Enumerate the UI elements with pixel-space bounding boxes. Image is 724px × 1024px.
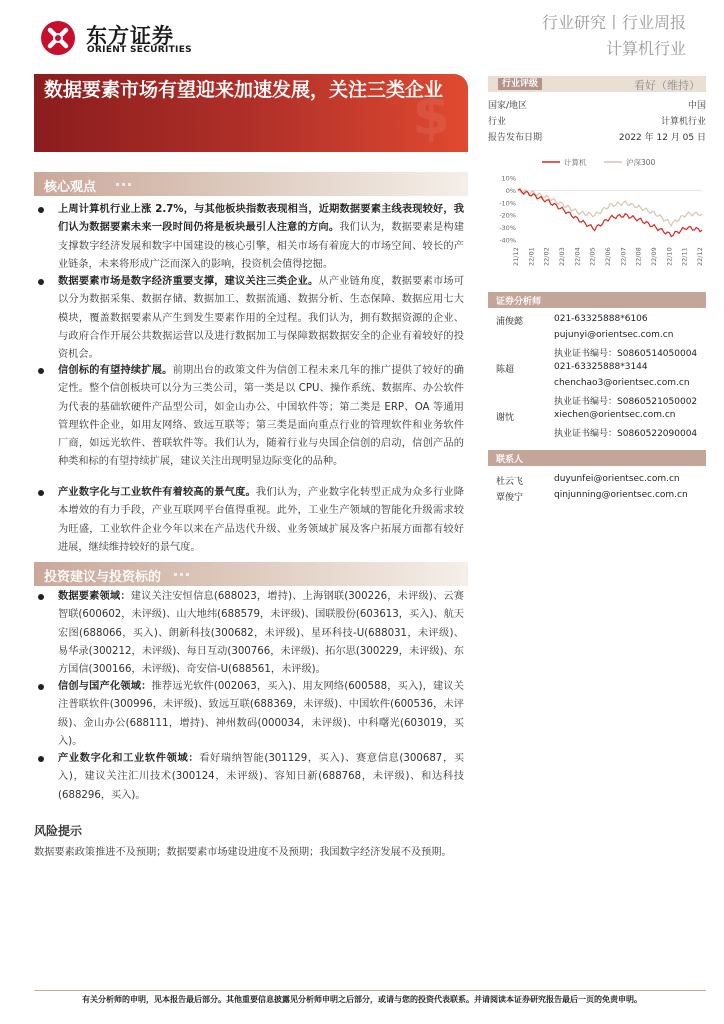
contact-row [496, 490, 706, 504]
report-type: 行业研究丨行业周报 [541, 13, 686, 32]
title-banner [34, 74, 468, 152]
header-dot [174, 573, 177, 576]
header-dot [116, 183, 119, 186]
risk-title: 风险提示 [34, 824, 83, 838]
x-tick-label: 22/04 [573, 247, 582, 266]
info-value: 计算机行业 [660, 117, 706, 127]
analyst-detail: 021-63325888*6106 [554, 314, 648, 324]
x-tick-label: 22/03 [558, 247, 566, 266]
contact-name: 覃俊宁 [496, 493, 524, 503]
invest-bullet [38, 588, 464, 679]
analyst-detail: 执业证书编号：S0860521050002 [554, 397, 698, 407]
y-tick-label: -20% [499, 211, 516, 220]
core-section-title: 核心观点 [44, 180, 97, 195]
analyst-row [496, 378, 706, 392]
bullet-text: 推荐远光软件(002063，买入)、用友网络(600588，买入)，建议关注普联软件(300996，未评级)、致远互联(688369，未评级)、中国软件(600536，未评级)、金山办公(688111，增持)、神州数码(000034，未评级)、中科曙光(603019，买入)。 [58, 681, 464, 747]
bullet-bold: 数据要素市场是数字经济重要支撑，建议关注三类企业。 [58, 276, 319, 287]
bullet-text: 从产业链角度，数据要素市场可以分为数据采集、数据存储、数据加工、数据流通、数据分析、生态保障、数据应用七大模块，覆盖数据要素从产生到发生要素作用的全过程。我们认为，拥有数据资源的企业、与政府合作开展公共数据运营以及进行数据加工与保障数据数据安全的企业有着较好的投资机会。 [58, 276, 465, 361]
series-line-1 [518, 189, 702, 226]
contact-detail: qinjunning@orientsec.com.cn [554, 490, 688, 500]
info-row-region [488, 96, 706, 112]
rating-label: 行业评级 [498, 78, 542, 90]
analyst-detail: 执业证书编号：S0860522090004 [554, 429, 698, 439]
invest-section-header [34, 562, 468, 586]
x-tick-label: 22/02 [542, 247, 551, 266]
analysts-title: 证券分析师 [496, 297, 542, 307]
risk-text: 数据要素政策推进不及预期；数据要素市场建设进度不及预期；我国数字经济发展不及预期。 [34, 847, 452, 858]
info-value: 中国 [687, 101, 706, 111]
y-tick-label: -10% [499, 199, 516, 208]
core-bullet [38, 484, 464, 557]
logo-cn-text: 东方证券 [86, 24, 174, 48]
analyst-name: 陈超 [496, 365, 515, 375]
analyst-detail: 执业证书编号：S0860514050004 [554, 349, 698, 359]
analyst-detail: pujunyi@orientsec.com.cn [554, 330, 674, 340]
bullet-text: 我们认为，数据要素是构建支撑数字经济发展和数字中国建设的核心引擎，相关市场有着庞大的市场空间、较长的产业链条，未来将形成广泛而深入的影响，投资机会值得挖掘。 [58, 222, 464, 270]
bullet-text: 前期出台的政策文件为信创工程未来几年的推广提供了较好的确定性。整个信创板块可以分为三类公司，第一类是以 CPU、操作系统、数据库、办公软件为代表的基础软硬件产品型公司，如金山办公、中国软件等；第二类是 ERP、OA 等通用管理软件企业，如用友网络、致远互联等；第三类是面向重点行业的管理软件和业务软件厂商，如远光软件、普联软件等。我们认为，随着行业与央国企信创的启动，信创产品的种类和标的有望持续扩展，建议关注出现明显边际变化的品种。 [58, 365, 464, 468]
analyst-row [496, 330, 706, 344]
analyst-name: 谢忱 [496, 413, 515, 423]
invest-bullet [38, 678, 464, 751]
bullet-bold: 信创标的有望持续扩展。 [58, 365, 173, 376]
rating-value: 看好（维持） [634, 79, 700, 92]
footer-disclaimer: 有关分析师的申明，见本报告最后部分。其他重要信息披露见分析师申明之后部分，或请与您的投资代表联系。并请阅读本证券研究报告最后一页的免责申明。 [82, 995, 642, 1004]
bullet-dot [38, 279, 44, 285]
contact-name: 杜云飞 [496, 477, 524, 487]
y-tick-label: 10% [501, 174, 516, 183]
x-tick-label: 21/12 [512, 247, 520, 266]
bullet-dot [38, 594, 44, 600]
legend-label: 计算机 [564, 158, 587, 167]
bullet-text: 建议关注安恒信息(688023，增持)、上海钢联(300226，未评级)、云赛智联(600602，未评级)、山大地纬(688579，未评级)、国联股份(603613，买入)、航天宏图(688066，买入)、朗新科技(300682，未评级)、星环科技-U(688031，未评级)、易华录(300212，未评级)、每日互动(300766，未评级)、拓尔思(300229，未评级)、东方国信(300166，未评级)、奇安信-U(688561，未评级)。 [58, 591, 464, 676]
core-bullet [38, 362, 464, 472]
footer-divider [34, 990, 706, 991]
y-tick-label: -30% [499, 224, 516, 233]
analyst-detail: xiechen@orientsec.com.cn [554, 410, 676, 420]
core-bullet [38, 273, 464, 364]
header-dot [128, 183, 131, 186]
analysts-header [488, 292, 706, 308]
info-row-industry [488, 112, 706, 128]
info-row-date [488, 128, 706, 144]
x-tick-label: 22/10 [665, 247, 674, 266]
header-dot [180, 573, 183, 576]
x-tick-label: 22/09 [650, 247, 658, 266]
report-industry: 计算机行业 [605, 39, 686, 58]
invest-bullet [38, 750, 464, 805]
contacts-header [488, 450, 706, 466]
info-key: 报告发布日期 [488, 133, 543, 143]
info-key: 国家/地区 [488, 101, 528, 111]
analyst-detail: chenchao3@orientsec.com.cn [554, 378, 690, 388]
bullet-bold: 产业数字化和工业软件领域： [58, 753, 200, 764]
bullet-bold: 数据要素领域： [58, 591, 131, 602]
bullet-bold: 产业数字化与工业软件有着较高的景气度。 [58, 487, 256, 498]
banner-decoration: $ [412, 84, 450, 147]
contacts-title: 联系人 [496, 455, 524, 465]
y-tick-label: -40% [499, 236, 516, 245]
bullet-bold: 上周计算机行业上涨 2.7%，与其他板块指数表现相当，近期数据要素主线表现较好，我们认为数据要素未来一段时间仍将是板块最引人注意的方向。 [58, 204, 464, 234]
x-tick-label: 22/01 [527, 247, 536, 266]
x-tick-label: 22/12 [696, 247, 704, 266]
info-key: 行业 [488, 117, 507, 127]
core-section-header [34, 172, 468, 196]
bullet-dot [38, 207, 44, 213]
header-dot [186, 573, 189, 576]
analyst-row [496, 346, 706, 360]
x-tick-label: 22/06 [604, 247, 612, 266]
analyst-row [496, 362, 706, 376]
analyst-detail: 021-63325888*3144 [554, 362, 648, 372]
logo-en-text: ORIENT SECURITIES [87, 45, 192, 55]
bullet-bold: 信创与国产化领域： [58, 681, 152, 692]
contact-detail: duyunfei@orientsec.com.cn [554, 474, 680, 484]
header-dot [122, 183, 125, 186]
analyst-row [496, 410, 706, 424]
core-bullet [38, 201, 464, 274]
contact-row [496, 474, 706, 488]
x-tick-label: 22/07 [619, 247, 628, 266]
x-tick-label: 22/08 [634, 247, 643, 266]
report-title: 数据要素市场有望迎来加速发展，关注三类企业 [44, 79, 444, 101]
performance-chart [488, 156, 710, 284]
bullet-dot [38, 756, 44, 762]
y-tick-label: 0% [505, 186, 516, 195]
analyst-row [496, 314, 706, 328]
x-tick-label: 22/05 [588, 247, 597, 266]
bullet-text: 看好瑞纳智能(301129，买入)、赛意信息(300687，买入)，建议关注汇川技术(300124，未评级)、容知日新(688768，未评级)、和达科技(688296，买入)。 [58, 753, 465, 801]
orient-logo-icon [40, 20, 76, 56]
bullet-dot [38, 684, 44, 690]
x-tick-label: 22/11 [680, 247, 689, 266]
company-logo [40, 20, 200, 56]
bullet-dot [38, 490, 44, 496]
bullet-text: 我们认为，产业数字化转型正成为众多行业降本增效的有力手段，产业互联网平台值得重视。此外，工业生产领域的智能化升级需求较为旺盛，工业软件企业今年以来在产品迭代升级、业务领域扩展及客户拓展方面都有较好进展，继续维持较好的景气度。 [58, 487, 464, 553]
info-value: 2022 年 12 月 05 日 [618, 133, 706, 143]
bullet-dot [38, 368, 44, 374]
rating-bar [488, 76, 706, 92]
invest-section-title: 投资建议与投资标的 [44, 570, 162, 585]
analyst-name: 浦俊懿 [496, 317, 524, 327]
analyst-row [496, 426, 706, 440]
legend-label: 沪深300 [626, 158, 656, 167]
analyst-row [496, 394, 706, 408]
